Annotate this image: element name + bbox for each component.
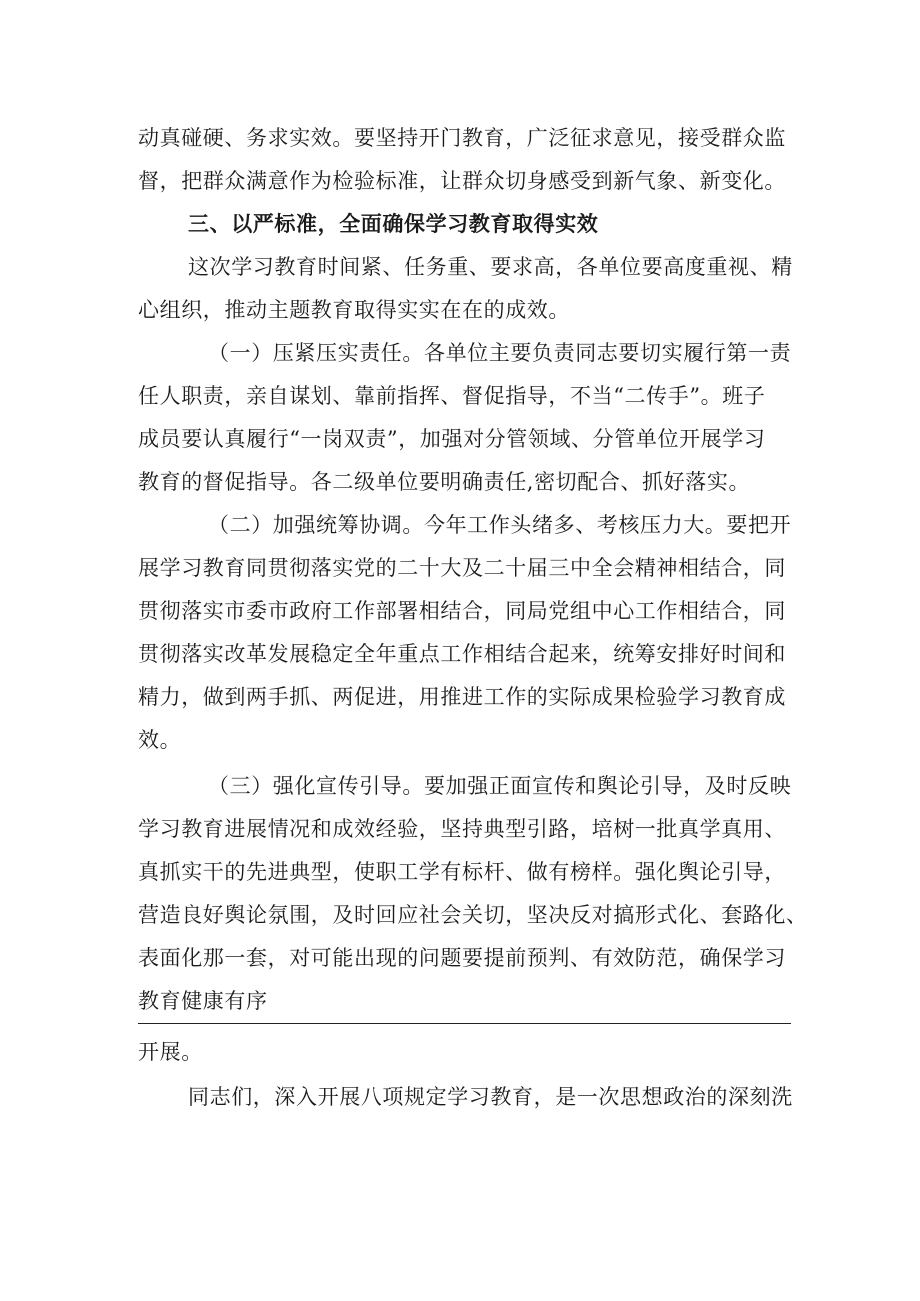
section-heading: 三、以严标准，全面确保学习教育取得实效 [188, 211, 599, 236]
text-line: 营造良好舆论氛围，及时回应社会关切，坚决反对搞形式化、套路化、 [138, 903, 808, 927]
text-line: （三）强化宣传引导。要加强正面宣传和舆论引导，及时反映 [208, 774, 792, 798]
text-line: 督，把群众满意作为检验标准，让群众切身感受到新气象、新变化。 [138, 169, 786, 193]
text-line: 教育健康有序 [138, 989, 268, 1013]
text-line: 表面化那一套，对可能出现的问题要提前预判、有效防范，确保学习 [138, 946, 786, 970]
text-line: 成员要认真履行“一岗双责”，加强对分管领域、分管单位开展学习 [138, 427, 766, 451]
text-line: 展学习教育同贯彻落实党的二十大及二十届三中全会精神相结合，同 [138, 556, 786, 580]
text-line: 同志们，深入开展八项规定学习教育，是一次思想政治的深刻洗 [188, 1085, 793, 1109]
text-line: 动真碰硬、务求实效。要坚持开门教育，广泛征求意见，接受群众监 [138, 126, 786, 150]
text-line: 这次学习教育时间紧、任务重、要求高，各单位要高度重视、精 [188, 255, 793, 279]
text-line: 任人职责，亲自谋划、靠前指挥、督促指导，不当“二传手”。班子 [138, 384, 766, 408]
text-line: （二）加强统筹协调。今年工作头绪多、考核压力大。要把开 [208, 513, 792, 537]
text-line: 教育的督促指导。各二级单位要明确责任,密切配合、抓好落实。 [138, 470, 751, 494]
text-line: 精力，做到两手抓、两促进，用推进工作的实际成果检验学习教育成 [138, 685, 786, 709]
text-line: 贯彻落实市委市政府工作部署相结合，同局党组中心工作相结合，同 [138, 599, 786, 623]
text-line: 学习教育进展情况和成效经验，坚持典型引路，培树一批真学真用、 [138, 817, 786, 841]
text-line: （一）压紧压实责任。各单位主要负责同志要切实履行第一责 [208, 341, 792, 365]
text-line: 贯彻落实改革发展稳定全年重点工作相结合起来，统筹安排好时间和 [138, 642, 786, 666]
divider-rule [138, 1023, 791, 1024]
text-line: 心组织，推动主题教育取得实实在在的成效。 [138, 298, 570, 322]
text-line: 效。 [138, 728, 182, 752]
text-line: 真抓实干的先进典型，使职工学有标杆、做有榜样。强化舆论引导， [138, 860, 786, 884]
text-line: 开展。 [138, 1040, 203, 1064]
